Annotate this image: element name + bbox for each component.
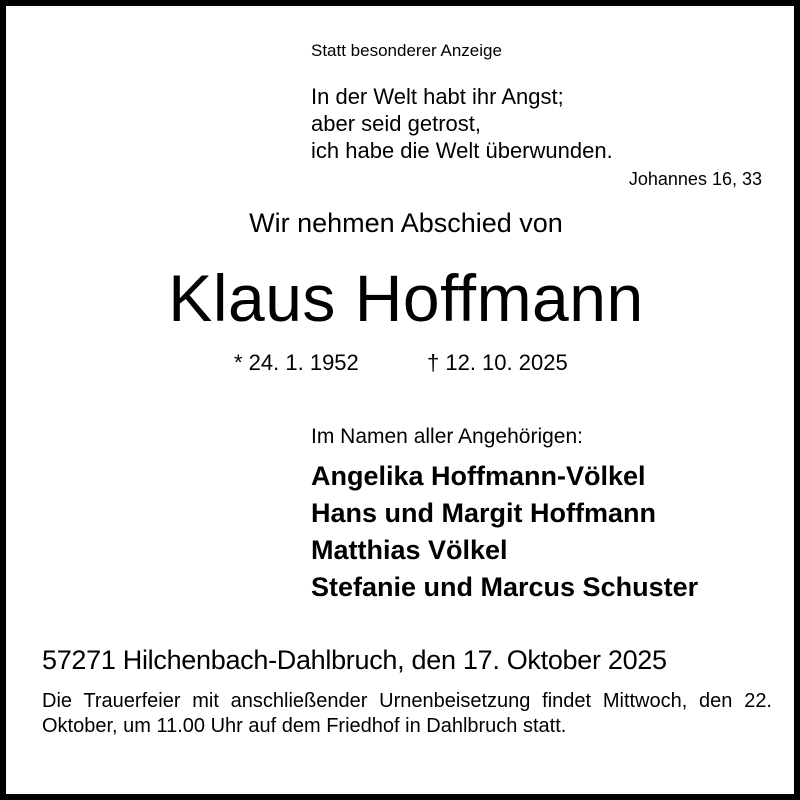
- place-and-date: 57271 Hilchenbach-Dahlbruch, den 17. Oktober 2025: [42, 645, 667, 675]
- mourners-list: [311, 458, 698, 606]
- birth-date: * 24. 1. 1952: [234, 350, 359, 375]
- bible-verse: [311, 83, 613, 164]
- farewell-intro: Wir nehmen Abschied von: [249, 208, 563, 238]
- mourner-name: Stefanie und Marcus Schuster: [311, 572, 699, 602]
- verse-line: aber seid getrost,: [311, 111, 481, 136]
- deceased-name: Klaus Hoffmann: [168, 261, 644, 335]
- mourner-name: Hans und Margit Hoffmann: [311, 498, 656, 528]
- death-date: † 12. 10. 2025: [427, 350, 568, 375]
- funeral-service-info: Die Trauerfeier mit anschließender Urnenbeisetzung findet Mittwoch, den 22. Oktober, um 11.00 Uhr auf dem Friedhof in Dahlbruch statt.: [42, 690, 772, 737]
- mourner-name: Angelika Hoffmann-Völkel: [311, 461, 646, 491]
- header-note: Statt besonderer Anzeige: [311, 41, 502, 60]
- verse-line: ich habe die Welt überwunden.: [311, 138, 613, 163]
- mourners-intro: Im Namen aller Angehörigen:: [311, 425, 583, 448]
- mourner-name: Matthias Völkel: [311, 535, 508, 565]
- verse-line: In der Welt habt ihr Angst;: [311, 84, 564, 109]
- verse-reference: Johannes 16, 33: [628, 169, 762, 189]
